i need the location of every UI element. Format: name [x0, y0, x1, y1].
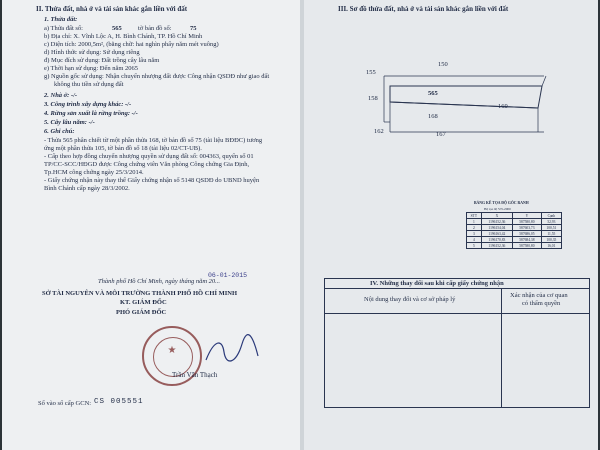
coord-cell: 587684,38: [513, 237, 542, 243]
parcel-label-167: 167: [436, 131, 446, 138]
land-heading: 1. Thửa đất:: [44, 16, 78, 23]
parcel-number-value: 565: [112, 25, 122, 32]
coord-cell: 100,51: [541, 225, 561, 231]
coord-cell: 52,93: [541, 219, 561, 225]
perennial-line: 5. Cây lâu năm: -/-: [44, 119, 95, 126]
coord-header: Cạnh: [541, 213, 561, 219]
origin-line-1: g) Nguồn gốc sử dụng: Nhận chuyển nhượng đất được Công nhận QSDĐ như giao đất: [44, 73, 270, 80]
certificate-spread: [2, 0, 598, 450]
parcel-label-168: 168: [428, 113, 438, 120]
changes-title: IV. Những thay đổi sau khi cấp giấy chứng nhận: [370, 280, 504, 287]
changes-col-confirm-2: có thẩm quyền: [522, 300, 561, 307]
coord-cell: 1196152,36: [481, 243, 512, 249]
note-line: - Thửa 565 phân chiết từ một phần thửa 168, tờ bản đồ số 75 (tài liệu BĐĐC) tương: [44, 137, 263, 144]
signature: [202, 330, 262, 370]
coord-header: Y: [513, 213, 542, 219]
usage-term-line: e) Thời hạn sử dụng: Đến năm 2065: [44, 65, 139, 72]
coord-cell: 587686,05: [513, 231, 542, 237]
coord-cell: 1196154,04: [481, 225, 512, 231]
address-line: b) Địa chỉ: X. Vĩnh Lộc A, H. Bình Chánh, TP. Hồ Chí Minh: [44, 33, 203, 40]
coord-cell: 587603,73: [513, 225, 542, 231]
section-ii-title: II. Thửa đất, nhà ở và tài sản khác gắn liền với đất: [36, 5, 188, 13]
coord-cell: 587580,80: [513, 219, 542, 225]
parcel-label-169: 169: [498, 103, 508, 110]
parcel-label-158: 158: [368, 95, 378, 102]
parcel-label-155: 155: [366, 69, 376, 76]
note-line: TP/CC-SCC/HĐGD được Công chứng viên Văn phòng Công chứng Gia Định,: [44, 161, 250, 168]
coordinate-table: [466, 212, 562, 249]
coord-table-title: BẢNG KÊ TỌA ĐỘ GÓC RANH: [474, 201, 529, 205]
coord-cell: 3: [467, 231, 482, 237]
usage-purpose-line: đ) Mục đích sử dụng: Đất trồng cây lâu năm: [44, 57, 160, 64]
parcel-number-label: a) Thửa đất số:: [44, 25, 83, 32]
left-page: [2, 0, 300, 450]
coord-header: X: [481, 213, 512, 219]
area-line: c) Diện tích: 2000,5m², (bằng chữ: hai nghìn phẩy năm mét vuông): [44, 41, 219, 48]
parcel-label-150: 150: [438, 61, 448, 68]
coord-cell: 11,55: [541, 231, 561, 237]
serial-value: CS 005551: [94, 398, 144, 406]
signer-name: Trần Văn Thạch: [172, 371, 218, 379]
coord-cell: 1196163,42: [481, 231, 512, 237]
forest-line: 4. Rừng sản xuất là rừng trồng: -/-: [44, 110, 138, 117]
deputy-director: PHÓ GIÁM ĐỐC: [116, 309, 167, 316]
changes-col-content: Nội dung thay đổi và cơ sở pháp lý: [364, 296, 456, 303]
map-sheet-label: tờ bản đồ số:: [138, 25, 172, 32]
changes-col-confirm-1: Xác nhận của cơ quan: [510, 292, 568, 299]
coord-cell: 2: [467, 225, 482, 231]
parcel-label-162: 162: [374, 128, 384, 135]
notes-heading: 6. Ghi chú:: [44, 128, 75, 135]
coord-cell: 100,35: [541, 237, 561, 243]
note-line: ứng một phần thửa 105, tờ bản đồ số 18 (tài liệu 02/CT-UB).: [44, 145, 202, 152]
parcel-label-565: 565: [428, 90, 438, 97]
construction-line: 3. Công trình xây dựng khác: -/-: [44, 101, 132, 108]
date-line: Thành phố Hồ Chí Minh, ngày tháng năm 20...: [98, 278, 221, 285]
note-line: Tp.HCM công chứng ngày 25/3/2014.: [44, 169, 144, 176]
kt-director: KT. GIÁM ĐỐC: [120, 299, 167, 306]
serial-label: Số vào sổ cấp GCN:: [38, 400, 92, 407]
section-iii-title: III. Sơ đồ thửa đất, nhà ở và tài sản khác gắn liền với đất: [338, 5, 509, 13]
coord-cell: 1: [467, 219, 482, 225]
table-row: [467, 243, 562, 249]
coord-cell: 16,01: [541, 243, 561, 249]
origin-line-2: không thu tiền sử dụng đất: [54, 81, 124, 88]
coord-cell: 5: [467, 243, 482, 249]
note-line: Bình Chánh cấp ngày 28/3/2002.: [44, 185, 130, 192]
issuing-org: SỞ TÀI NGUYÊN VÀ MÔI TRƯỜNG THÀNH PHỐ HỒ CHÍ MINH: [42, 290, 238, 297]
note-line: - Cấp theo hợp đồng chuyển nhượng quyền sử dụng đất số: 004363, quyển số 01: [44, 153, 254, 160]
coord-header: STT: [467, 213, 482, 219]
house-line: 2. Nhà ở: -/-: [44, 92, 78, 99]
note-line: - Giấy chứng nhận này thay thế Giấy chứng nhận số 5148 QSDĐ do UBND huyện: [44, 177, 260, 184]
official-seal: ★: [142, 326, 202, 386]
map-sheet-value: 75: [190, 25, 197, 32]
parcel-diagram: [354, 56, 584, 146]
usage-form-line: d) Hình thức sử dụng: Sử dụng riêng: [44, 49, 140, 56]
coord-table-subtitle: Hệ tọa độ VN-2000: [484, 207, 511, 211]
coord-cell: 1196170,83: [481, 237, 512, 243]
date-stamp: 06-01-2015: [208, 272, 248, 279]
coord-cell: 587580,80: [513, 243, 542, 249]
coord-cell: 4: [467, 237, 482, 243]
coord-cell: 1196152,36: [481, 219, 512, 225]
